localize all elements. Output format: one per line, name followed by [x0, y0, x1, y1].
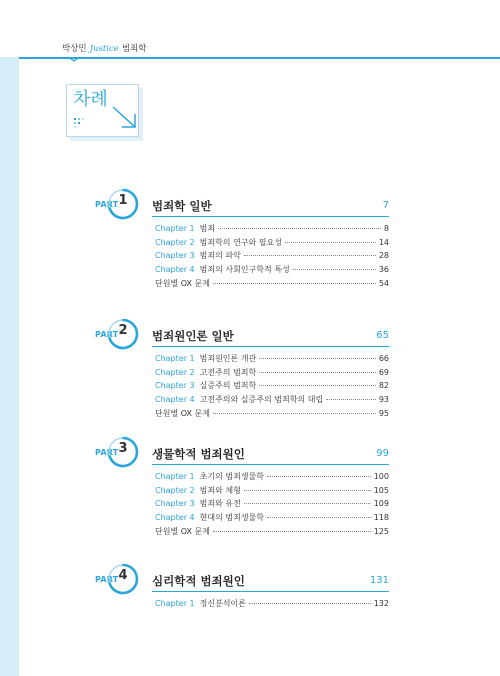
toc-entry[interactable] [155, 526, 389, 540]
part-title[interactable]: 심리학적 범죄원인 [152, 574, 245, 588]
entry-page-number: 93 [378, 395, 389, 405]
chapter-label: Chapter 1 [155, 354, 195, 363]
chapter-label: Chapter 2 [155, 485, 195, 495]
entry-title: 단원별 OX 문제 [155, 408, 210, 418]
entry-title: 실증주의 범죄학 [199, 381, 257, 391]
dot-leader [213, 413, 376, 414]
part-page-number: 131 [369, 575, 389, 586]
part-page-number: 7 [382, 200, 389, 211]
toc-title: 차례 [73, 89, 108, 110]
entry-title: 단원별 OX 문제 [155, 526, 210, 536]
dot-leader [213, 283, 376, 284]
toc-entry[interactable] [155, 498, 389, 512]
entry-page-number: 14 [378, 237, 389, 247]
entry-title: 범죄 [199, 224, 216, 233]
chapter-label: Chapter 3 [155, 381, 195, 391]
dot-leader [259, 358, 376, 359]
dot-leader [244, 255, 376, 256]
entry-page-number: 109 [373, 499, 389, 509]
dots-decoration-icon [74, 118, 86, 128]
part-divider [152, 216, 389, 217]
running-header [62, 42, 146, 54]
toc-entry[interactable] [155, 380, 389, 394]
chapter-list [155, 223, 389, 291]
entry-title: 정신분석이론 [199, 599, 246, 608]
toc-entry[interactable] [155, 278, 389, 292]
entry-title: 범죄와 체형 [199, 485, 241, 495]
dot-leader [213, 531, 371, 532]
entry-title: 현대의 범죄생물학 [199, 513, 264, 523]
entry-page-number: 54 [378, 278, 389, 288]
entry-page-number: 118 [373, 513, 389, 523]
part-label: PART [95, 200, 119, 209]
entry-title: 범죄의 사회인구학적 특성 [199, 265, 290, 275]
entry-page-number: 82 [378, 381, 389, 391]
toc-entry[interactable] [155, 264, 389, 278]
dot-leader [285, 242, 376, 243]
toc-entry[interactable] [155, 394, 389, 408]
header-brand: Justice [89, 44, 119, 54]
entry-title: 범죄학의 연구와 필요성 [199, 237, 282, 247]
toc-entry[interactable] [155, 408, 389, 422]
chapter-label: Chapter 1 [155, 224, 195, 233]
chapter-label: Chapter 1 [155, 599, 195, 608]
part-title[interactable]: 범죄학 일반 [152, 199, 212, 213]
entry-page-number: 132 [373, 599, 389, 608]
toc-entry[interactable] [155, 598, 389, 612]
part-label: PART [95, 330, 119, 339]
entry-page-number: 8 [383, 224, 389, 233]
part-number: 2 [118, 323, 128, 338]
entry-page-number: 100 [373, 472, 389, 481]
header-suffix: 범죄학 [121, 44, 147, 54]
entry-title: 초기의 범죄생물학 [199, 472, 264, 481]
part-label: PART [95, 575, 119, 584]
part-label: PART [95, 448, 119, 457]
entry-page-number: 95 [378, 408, 389, 418]
toc-heading-box [66, 84, 139, 137]
entry-page-number: 36 [378, 265, 389, 275]
dot-leader [249, 603, 371, 604]
part-number: 1 [118, 193, 128, 208]
part-title[interactable]: 범죄원인론 일반 [152, 329, 234, 343]
part-title[interactable]: 생물학적 범죄원인 [152, 447, 245, 461]
chapter-list [155, 598, 389, 612]
dot-leader [244, 490, 371, 491]
entry-page-number: 105 [373, 485, 389, 495]
arrow-down-right-icon [111, 105, 139, 131]
chapter-label: Chapter 4 [155, 513, 195, 523]
toc-entry[interactable] [155, 471, 389, 485]
chapter-label: Chapter 4 [155, 265, 195, 275]
toc-entry[interactable] [155, 223, 389, 237]
dot-leader [267, 476, 371, 477]
entry-title: 범죄와 유전 [199, 499, 241, 509]
entry-title: 범죄의 파악 [199, 251, 241, 261]
chapter-label: Chapter 4 [155, 395, 195, 405]
part-number: 3 [118, 441, 128, 456]
entry-title: 단원별 OX 문제 [155, 278, 210, 288]
chapter-list [155, 353, 389, 421]
dot-leader [259, 385, 376, 386]
part-divider [152, 346, 389, 347]
toc-entry[interactable] [155, 250, 389, 264]
dot-leader [218, 228, 381, 229]
header-prefix: 박상민 [62, 44, 87, 54]
header-notch [68, 56, 80, 62]
dot-leader [259, 372, 376, 373]
part-number: 4 [118, 568, 128, 583]
toc-entry[interactable] [155, 237, 389, 251]
dot-leader [244, 503, 371, 504]
part-divider [152, 464, 389, 465]
chapter-label: Chapter 3 [155, 251, 195, 261]
chapter-label: Chapter 2 [155, 237, 195, 247]
toc-entry[interactable] [155, 485, 389, 499]
entry-title: 고전주의와 실증주의 범죄학의 대립 [199, 395, 324, 405]
entry-page-number: 125 [373, 526, 389, 536]
dot-leader [267, 517, 371, 518]
header-rule [19, 57, 500, 59]
entry-page-number: 69 [378, 367, 389, 377]
part-divider [152, 591, 389, 592]
toc-entry[interactable] [155, 512, 389, 526]
dot-leader [293, 269, 376, 270]
left-color-band [0, 57, 19, 676]
dot-leader [326, 399, 376, 400]
part-page-number: 65 [376, 330, 389, 341]
chapter-label: Chapter 2 [155, 367, 195, 377]
entry-title: 범죄원인론 개관 [199, 354, 257, 363]
entry-page-number: 66 [378, 354, 389, 363]
part-page-number: 99 [376, 448, 389, 459]
entry-page-number: 28 [378, 251, 389, 261]
chapter-list [155, 471, 389, 539]
toc-entry[interactable] [155, 353, 389, 367]
chapter-label: Chapter 1 [155, 472, 195, 481]
chapter-label: Chapter 3 [155, 499, 195, 509]
entry-title: 고전주의 범죄학 [199, 367, 257, 377]
toc-entry[interactable] [155, 367, 389, 381]
